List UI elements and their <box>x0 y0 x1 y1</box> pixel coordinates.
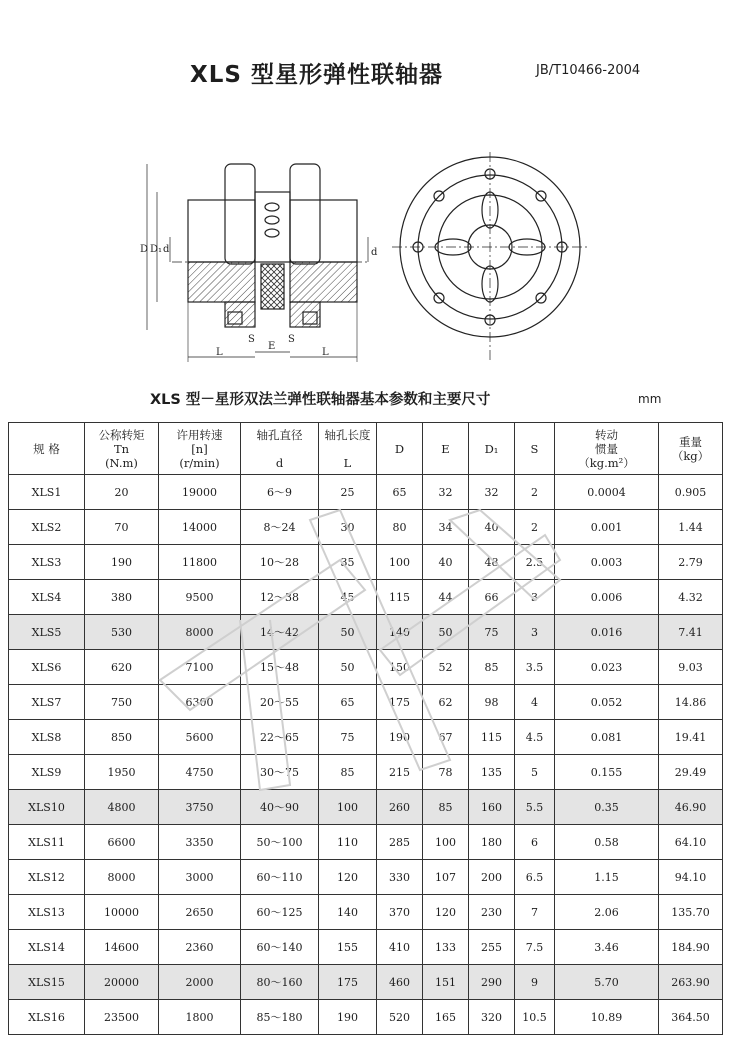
table-cell: 285 <box>377 825 423 860</box>
table-cell: 19.41 <box>659 720 723 755</box>
table-cell: 0.003 <box>555 545 659 580</box>
column-header-line: E <box>441 441 450 456</box>
table-cell: 190 <box>319 1000 377 1035</box>
table-cell: 4750 <box>159 755 241 790</box>
table-cell: 2.5 <box>515 545 555 580</box>
table-cell: 2.79 <box>659 545 723 580</box>
table-cell: 100 <box>423 825 469 860</box>
table-cell: 14000 <box>159 510 241 545</box>
table-cell: 3 <box>515 580 555 615</box>
table-cell: 98 <box>469 685 515 720</box>
dim-d-right: d <box>371 247 378 258</box>
table-cell: 5.5 <box>515 790 555 825</box>
table-cell: 750 <box>85 685 159 720</box>
table-cell: 2 <box>515 475 555 510</box>
table-cell: 150 <box>377 650 423 685</box>
table-cell: 135.70 <box>659 895 723 930</box>
table-cell: 10～28 <box>241 545 319 580</box>
table-cell: 60～125 <box>241 895 319 930</box>
parameter-table <box>8 422 723 1035</box>
column-header-line: 轴孔直径 <box>256 427 303 442</box>
table-cell: 70 <box>85 510 159 545</box>
table-cell: 64.10 <box>659 825 723 860</box>
table-cell: 530 <box>85 615 159 650</box>
table-cell: 5600 <box>159 720 241 755</box>
table-cell: XLS6 <box>9 650 85 685</box>
dim-D1: D₁ <box>150 244 163 255</box>
table-cell: XLS14 <box>9 930 85 965</box>
table-cell: 135 <box>469 755 515 790</box>
column-header-line: 规 格 <box>33 441 60 456</box>
table-cell: 11800 <box>159 545 241 580</box>
table-cell: 9 <box>515 965 555 1000</box>
column-header-line: 公称转矩 <box>98 427 145 442</box>
table-cell: 6～9 <box>241 475 319 510</box>
table-cell: 0.001 <box>555 510 659 545</box>
table-cell: 4.5 <box>515 720 555 755</box>
table-cell: 6600 <box>85 825 159 860</box>
table-row <box>9 965 723 1000</box>
table-cell: 44 <box>423 580 469 615</box>
table-cell: 7 <box>515 895 555 930</box>
table-cell: 40 <box>469 510 515 545</box>
table-cell: XLS5 <box>9 615 85 650</box>
column-header-line: 许用转速 <box>176 427 223 442</box>
table-cell: 190 <box>377 720 423 755</box>
table-cell: XLS16 <box>9 1000 85 1035</box>
table-cell: 75 <box>469 615 515 650</box>
unit-label: mm <box>638 392 662 406</box>
table-row <box>9 580 723 615</box>
table-cell: 10000 <box>85 895 159 930</box>
table-cell: XLS9 <box>9 755 85 790</box>
table-cell: 6.5 <box>515 860 555 895</box>
table-cell: 263.90 <box>659 965 723 1000</box>
column-header-line: 惯量 <box>595 441 618 456</box>
column-header-line: D₁ <box>484 441 499 456</box>
table-cell: 0.052 <box>555 685 659 720</box>
table-cell: 78 <box>423 755 469 790</box>
column-header <box>9 423 85 475</box>
table-cell: 184.90 <box>659 930 723 965</box>
table-cell: 35 <box>319 545 377 580</box>
table-cell: 2 <box>515 510 555 545</box>
table-caption: XLS 型－星形双法兰弹性联轴器基本参数和主要尺寸 <box>150 392 491 408</box>
column-header-line: 转动 <box>595 427 618 442</box>
table-cell: 230 <box>469 895 515 930</box>
table-cell: 3350 <box>159 825 241 860</box>
table-row <box>9 650 723 685</box>
table-cell: 2360 <box>159 930 241 965</box>
table-cell: 12～38 <box>241 580 319 615</box>
table-row <box>9 510 723 545</box>
table-cell: 180 <box>469 825 515 860</box>
table-cell: 40～90 <box>241 790 319 825</box>
dim-E: E <box>268 341 276 352</box>
dim-S-right: S <box>288 334 295 345</box>
column-header-line <box>319 442 376 456</box>
table-cell: 20～55 <box>241 685 319 720</box>
table-cell: 2000 <box>159 965 241 1000</box>
table-cell: 75 <box>319 720 377 755</box>
table-cell: 46.90 <box>659 790 723 825</box>
table-cell: 190 <box>85 545 159 580</box>
table-cell: 370 <box>377 895 423 930</box>
table-cell: 410 <box>377 930 423 965</box>
table-cell: 85 <box>423 790 469 825</box>
column-header-line: [n] <box>191 441 208 456</box>
table-row <box>9 930 723 965</box>
table-cell: 3.46 <box>555 930 659 965</box>
table-cell: XLS4 <box>9 580 85 615</box>
table-cell: 0.155 <box>555 755 659 790</box>
table-cell: XLS11 <box>9 825 85 860</box>
table-cell: 50 <box>319 650 377 685</box>
table-cell: 48 <box>469 545 515 580</box>
table-row <box>9 860 723 895</box>
column-header-line: 重量 <box>679 434 702 449</box>
table-cell: XLS12 <box>9 860 85 895</box>
table-cell: 320 <box>469 1000 515 1035</box>
table-cell: 0.35 <box>555 790 659 825</box>
table-cell: 165 <box>423 1000 469 1035</box>
table-cell: 4.32 <box>659 580 723 615</box>
table-cell: 0.0004 <box>555 475 659 510</box>
table-cell: 50～100 <box>241 825 319 860</box>
table-cell: 9.03 <box>659 650 723 685</box>
table-cell: 7100 <box>159 650 241 685</box>
table-cell: 380 <box>85 580 159 615</box>
column-header-line: （kg） <box>671 448 710 463</box>
table-cell: 14～42 <box>241 615 319 650</box>
table-cell: 8～24 <box>241 510 319 545</box>
table-cell: 260 <box>377 790 423 825</box>
table-cell: XLS10 <box>9 790 85 825</box>
table-cell: 14.86 <box>659 685 723 720</box>
table-header-row <box>9 423 723 475</box>
table-cell: 0.58 <box>555 825 659 860</box>
table-cell: 50 <box>319 615 377 650</box>
table-row <box>9 545 723 580</box>
table-cell: 85 <box>469 650 515 685</box>
table-cell: 160 <box>469 790 515 825</box>
table-cell: 30～75 <box>241 755 319 790</box>
table-cell: 80～160 <box>241 965 319 1000</box>
table-row <box>9 790 723 825</box>
table-cell: 200 <box>469 860 515 895</box>
table-cell: 3 <box>515 615 555 650</box>
dim-S-left: S <box>248 334 255 345</box>
table-cell: 62 <box>423 685 469 720</box>
table-cell: 50 <box>423 615 469 650</box>
table-cell: XLS8 <box>9 720 85 755</box>
table-row <box>9 720 723 755</box>
table-cell: 80 <box>377 510 423 545</box>
table-cell: XLS1 <box>9 475 85 510</box>
table-cell: 175 <box>319 965 377 1000</box>
column-header-line: (N.m) <box>105 455 138 470</box>
column-header-line: L <box>343 455 352 470</box>
table-cell: 8000 <box>85 860 159 895</box>
table-cell: 8000 <box>159 615 241 650</box>
table-row <box>9 1000 723 1035</box>
column-header-line: S <box>530 441 539 456</box>
column-header <box>319 423 377 475</box>
column-header <box>423 423 469 475</box>
table-cell: 460 <box>377 965 423 1000</box>
table-row <box>9 825 723 860</box>
table-cell: 140 <box>377 615 423 650</box>
column-header <box>659 423 723 475</box>
table-row <box>9 685 723 720</box>
table-cell: 30 <box>319 510 377 545</box>
table-cell: 7.41 <box>659 615 723 650</box>
table-cell: 85 <box>319 755 377 790</box>
table-cell: 620 <box>85 650 159 685</box>
table-cell: 0.081 <box>555 720 659 755</box>
table-row <box>9 895 723 930</box>
page-title: XLS 型星形弹性联轴器 <box>190 62 443 88</box>
table-cell: 5.70 <box>555 965 659 1000</box>
table-cell: 85～180 <box>241 1000 319 1035</box>
table-cell: 364.50 <box>659 1000 723 1035</box>
table-cell: 22～65 <box>241 720 319 755</box>
table-cell: 20 <box>85 475 159 510</box>
column-header <box>469 423 515 475</box>
table-cell: 115 <box>469 720 515 755</box>
table-cell: XLS2 <box>9 510 85 545</box>
table-cell: 65 <box>319 685 377 720</box>
table-cell: 5 <box>515 755 555 790</box>
column-header-line: Tn <box>113 441 130 456</box>
table-cell: 9500 <box>159 580 241 615</box>
standard-number: JB/T10466-2004 <box>536 63 641 78</box>
table-cell: 20000 <box>85 965 159 1000</box>
table-cell: 25 <box>319 475 377 510</box>
dim-L-right: L <box>322 347 329 358</box>
dim-D: D <box>140 244 149 255</box>
table-cell: 29.49 <box>659 755 723 790</box>
table-cell: 2650 <box>159 895 241 930</box>
table-cell: 0.016 <box>555 615 659 650</box>
column-header <box>377 423 423 475</box>
table-cell: 10.5 <box>515 1000 555 1035</box>
table-cell: XLS13 <box>9 895 85 930</box>
table-cell: 34 <box>423 510 469 545</box>
table-cell: 14600 <box>85 930 159 965</box>
table-cell: 66 <box>469 580 515 615</box>
table-cell: 1.44 <box>659 510 723 545</box>
table-cell: 45 <box>319 580 377 615</box>
table-cell: 3.5 <box>515 650 555 685</box>
column-header-line <box>241 442 318 456</box>
table-cell: 7.5 <box>515 930 555 965</box>
table-row <box>9 615 723 650</box>
table-cell: 140 <box>319 895 377 930</box>
table-cell: 1.15 <box>555 860 659 895</box>
table-cell: 155 <box>319 930 377 965</box>
table-cell: 107 <box>423 860 469 895</box>
table-cell: 60～110 <box>241 860 319 895</box>
table-cell: 40 <box>423 545 469 580</box>
dim-L-left: L <box>216 347 223 358</box>
table-cell: 175 <box>377 685 423 720</box>
table-cell: 3750 <box>159 790 241 825</box>
table-cell: 0.905 <box>659 475 723 510</box>
column-header-line: D <box>394 441 405 456</box>
table-cell: 330 <box>377 860 423 895</box>
table-cell: 255 <box>469 930 515 965</box>
column-header-line: d <box>275 455 284 470</box>
table-cell: 6 <box>515 825 555 860</box>
table-cell: XLS3 <box>9 545 85 580</box>
table-cell: 3000 <box>159 860 241 895</box>
table-cell: 32 <box>423 475 469 510</box>
table-cell: 23500 <box>85 1000 159 1035</box>
table-cell: 60～140 <box>241 930 319 965</box>
table-cell: 94.10 <box>659 860 723 895</box>
column-header <box>85 423 159 475</box>
table-cell: XLS7 <box>9 685 85 720</box>
table-cell: 19000 <box>159 475 241 510</box>
table-row <box>9 755 723 790</box>
table-cell: 10.89 <box>555 1000 659 1035</box>
table-cell: 0.006 <box>555 580 659 615</box>
column-header-line: 轴孔长度 <box>324 427 371 442</box>
table-cell: 6300 <box>159 685 241 720</box>
table-cell: 115 <box>377 580 423 615</box>
column-header-line: (r/min) <box>179 455 220 470</box>
table-cell: 133 <box>423 930 469 965</box>
table-cell: 850 <box>85 720 159 755</box>
column-header <box>159 423 241 475</box>
table-cell: 151 <box>423 965 469 1000</box>
table-cell: 1800 <box>159 1000 241 1035</box>
table-cell: 120 <box>319 860 377 895</box>
table-cell: 67 <box>423 720 469 755</box>
column-header <box>515 423 555 475</box>
table-cell: 110 <box>319 825 377 860</box>
table-cell: 1950 <box>85 755 159 790</box>
table-cell: 215 <box>377 755 423 790</box>
column-header <box>555 423 659 475</box>
table-cell: XLS15 <box>9 965 85 1000</box>
column-header-line: （kg.m²） <box>578 455 635 470</box>
column-header <box>241 423 319 475</box>
table-cell: 15～48 <box>241 650 319 685</box>
table-cell: 52 <box>423 650 469 685</box>
table-cell: 100 <box>319 790 377 825</box>
coupling-drawing <box>130 152 610 367</box>
table-cell: 520 <box>377 1000 423 1035</box>
table-cell: 4800 <box>85 790 159 825</box>
table-cell: 100 <box>377 545 423 580</box>
table-row <box>9 475 723 510</box>
table-cell: 0.023 <box>555 650 659 685</box>
table-cell: 4 <box>515 685 555 720</box>
table-cell: 65 <box>377 475 423 510</box>
table-cell: 120 <box>423 895 469 930</box>
table-cell: 290 <box>469 965 515 1000</box>
table-cell: 2.06 <box>555 895 659 930</box>
table-cell: 32 <box>469 475 515 510</box>
dim-d-left: d <box>163 244 170 255</box>
